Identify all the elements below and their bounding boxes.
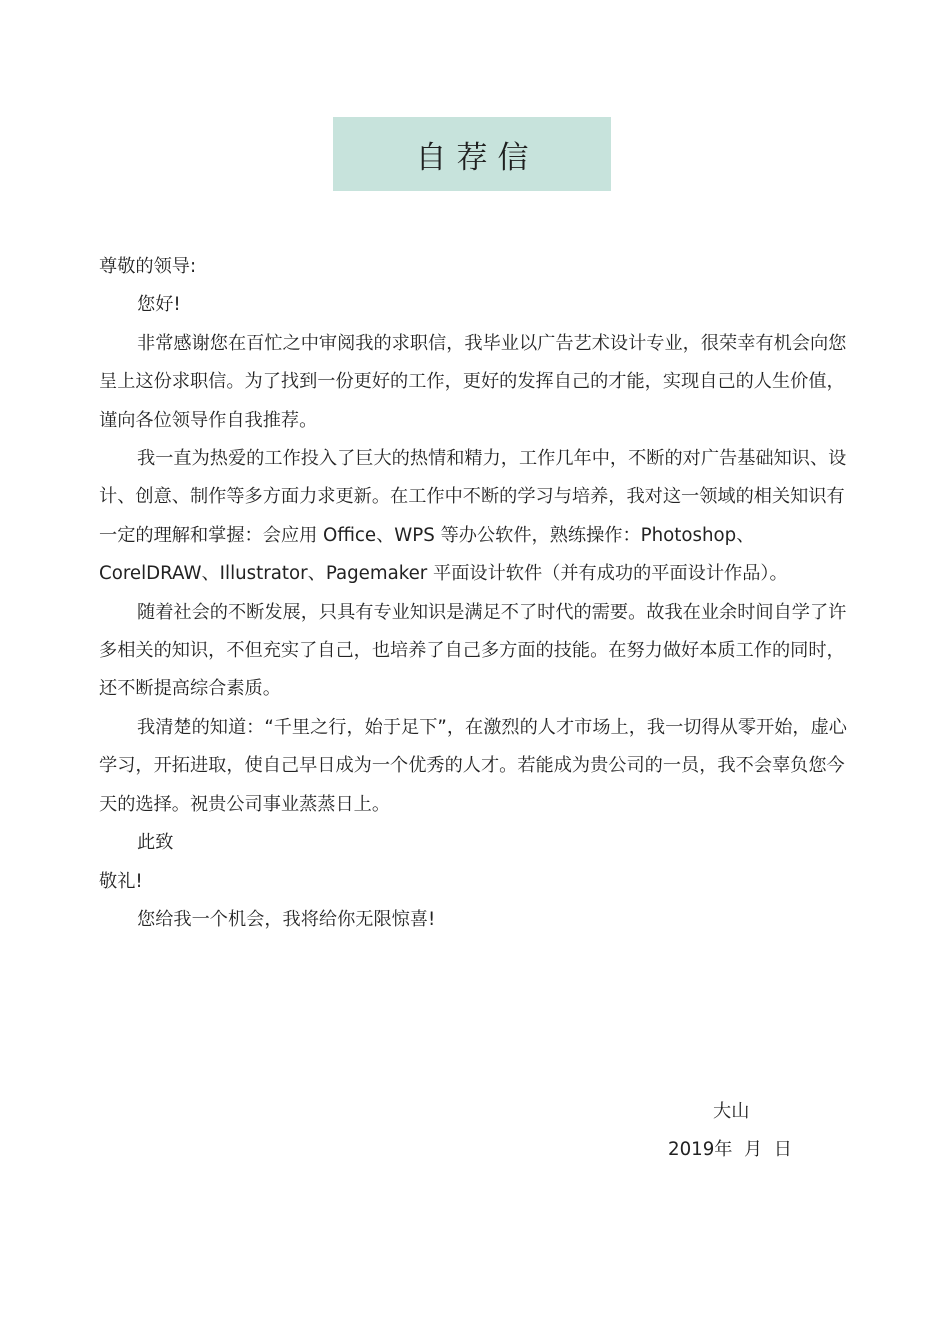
page-title: 自荐信 [415, 139, 539, 176]
title-banner [333, 117, 611, 191]
paragraph-2: 我一直为热爱的工作投入了巨大的热情和精力，工作几年中，不断的对广告基础知识、设计、创意、制作等多方面力求更新。在工作中不断的学习与培养，我对这一领域的相关知识有一定的理解和掌握：会应用 Office、WPS 等办公软件，熟练操作：Photoshop、CorelDRAW、Illustrator、Pagemaker 平面设计软件（并有成功的平面设计作品）。 [99, 448, 847, 585]
closing-line-2: 敬礼! [99, 870, 143, 892]
paragraph-4: 我清楚的知道：“千里之行，始于足下”，在激烈的人才市场上，我一切得从零开始，虚心学习，开拓进取，使自己早日成为一个优秀的人才。若能成为贵公司的一员，我不会辜负您今天的选择。祝贵公司事业蒸蒸日上。 [99, 716, 847, 815]
signature-name: 大山 [713, 1101, 750, 1122]
letter-body [99, 248, 861, 939]
signature-date: 2019年 月 日 [668, 1139, 792, 1160]
greeting: 您好! [137, 294, 181, 316]
final-line: 您给我一个机会，我将给你无限惊喜! [137, 908, 436, 930]
salutation: 尊敬的领导: [99, 256, 197, 277]
paragraph-1: 非常感谢您在百忙之中审阅我的求职信，我毕业以广告艺术设计专业，很荣幸有机会向您呈上这份求职信。为了找到一份更好的工作，更好的发挥自己的才能，实现自己的人生价值，谨向各位领导作自我推荐。 [99, 332, 847, 431]
paragraph-3: 随着社会的不断发展，只具有专业知识是满足不了时代的需要。故我在业余时间自学了许多相关的知识，不但充实了自己，也培养了自己多方面的技能。在努力做好本质工作的同时，还不断提高综合素质。 [99, 601, 847, 700]
closing-line-1: 此致 [137, 832, 174, 854]
